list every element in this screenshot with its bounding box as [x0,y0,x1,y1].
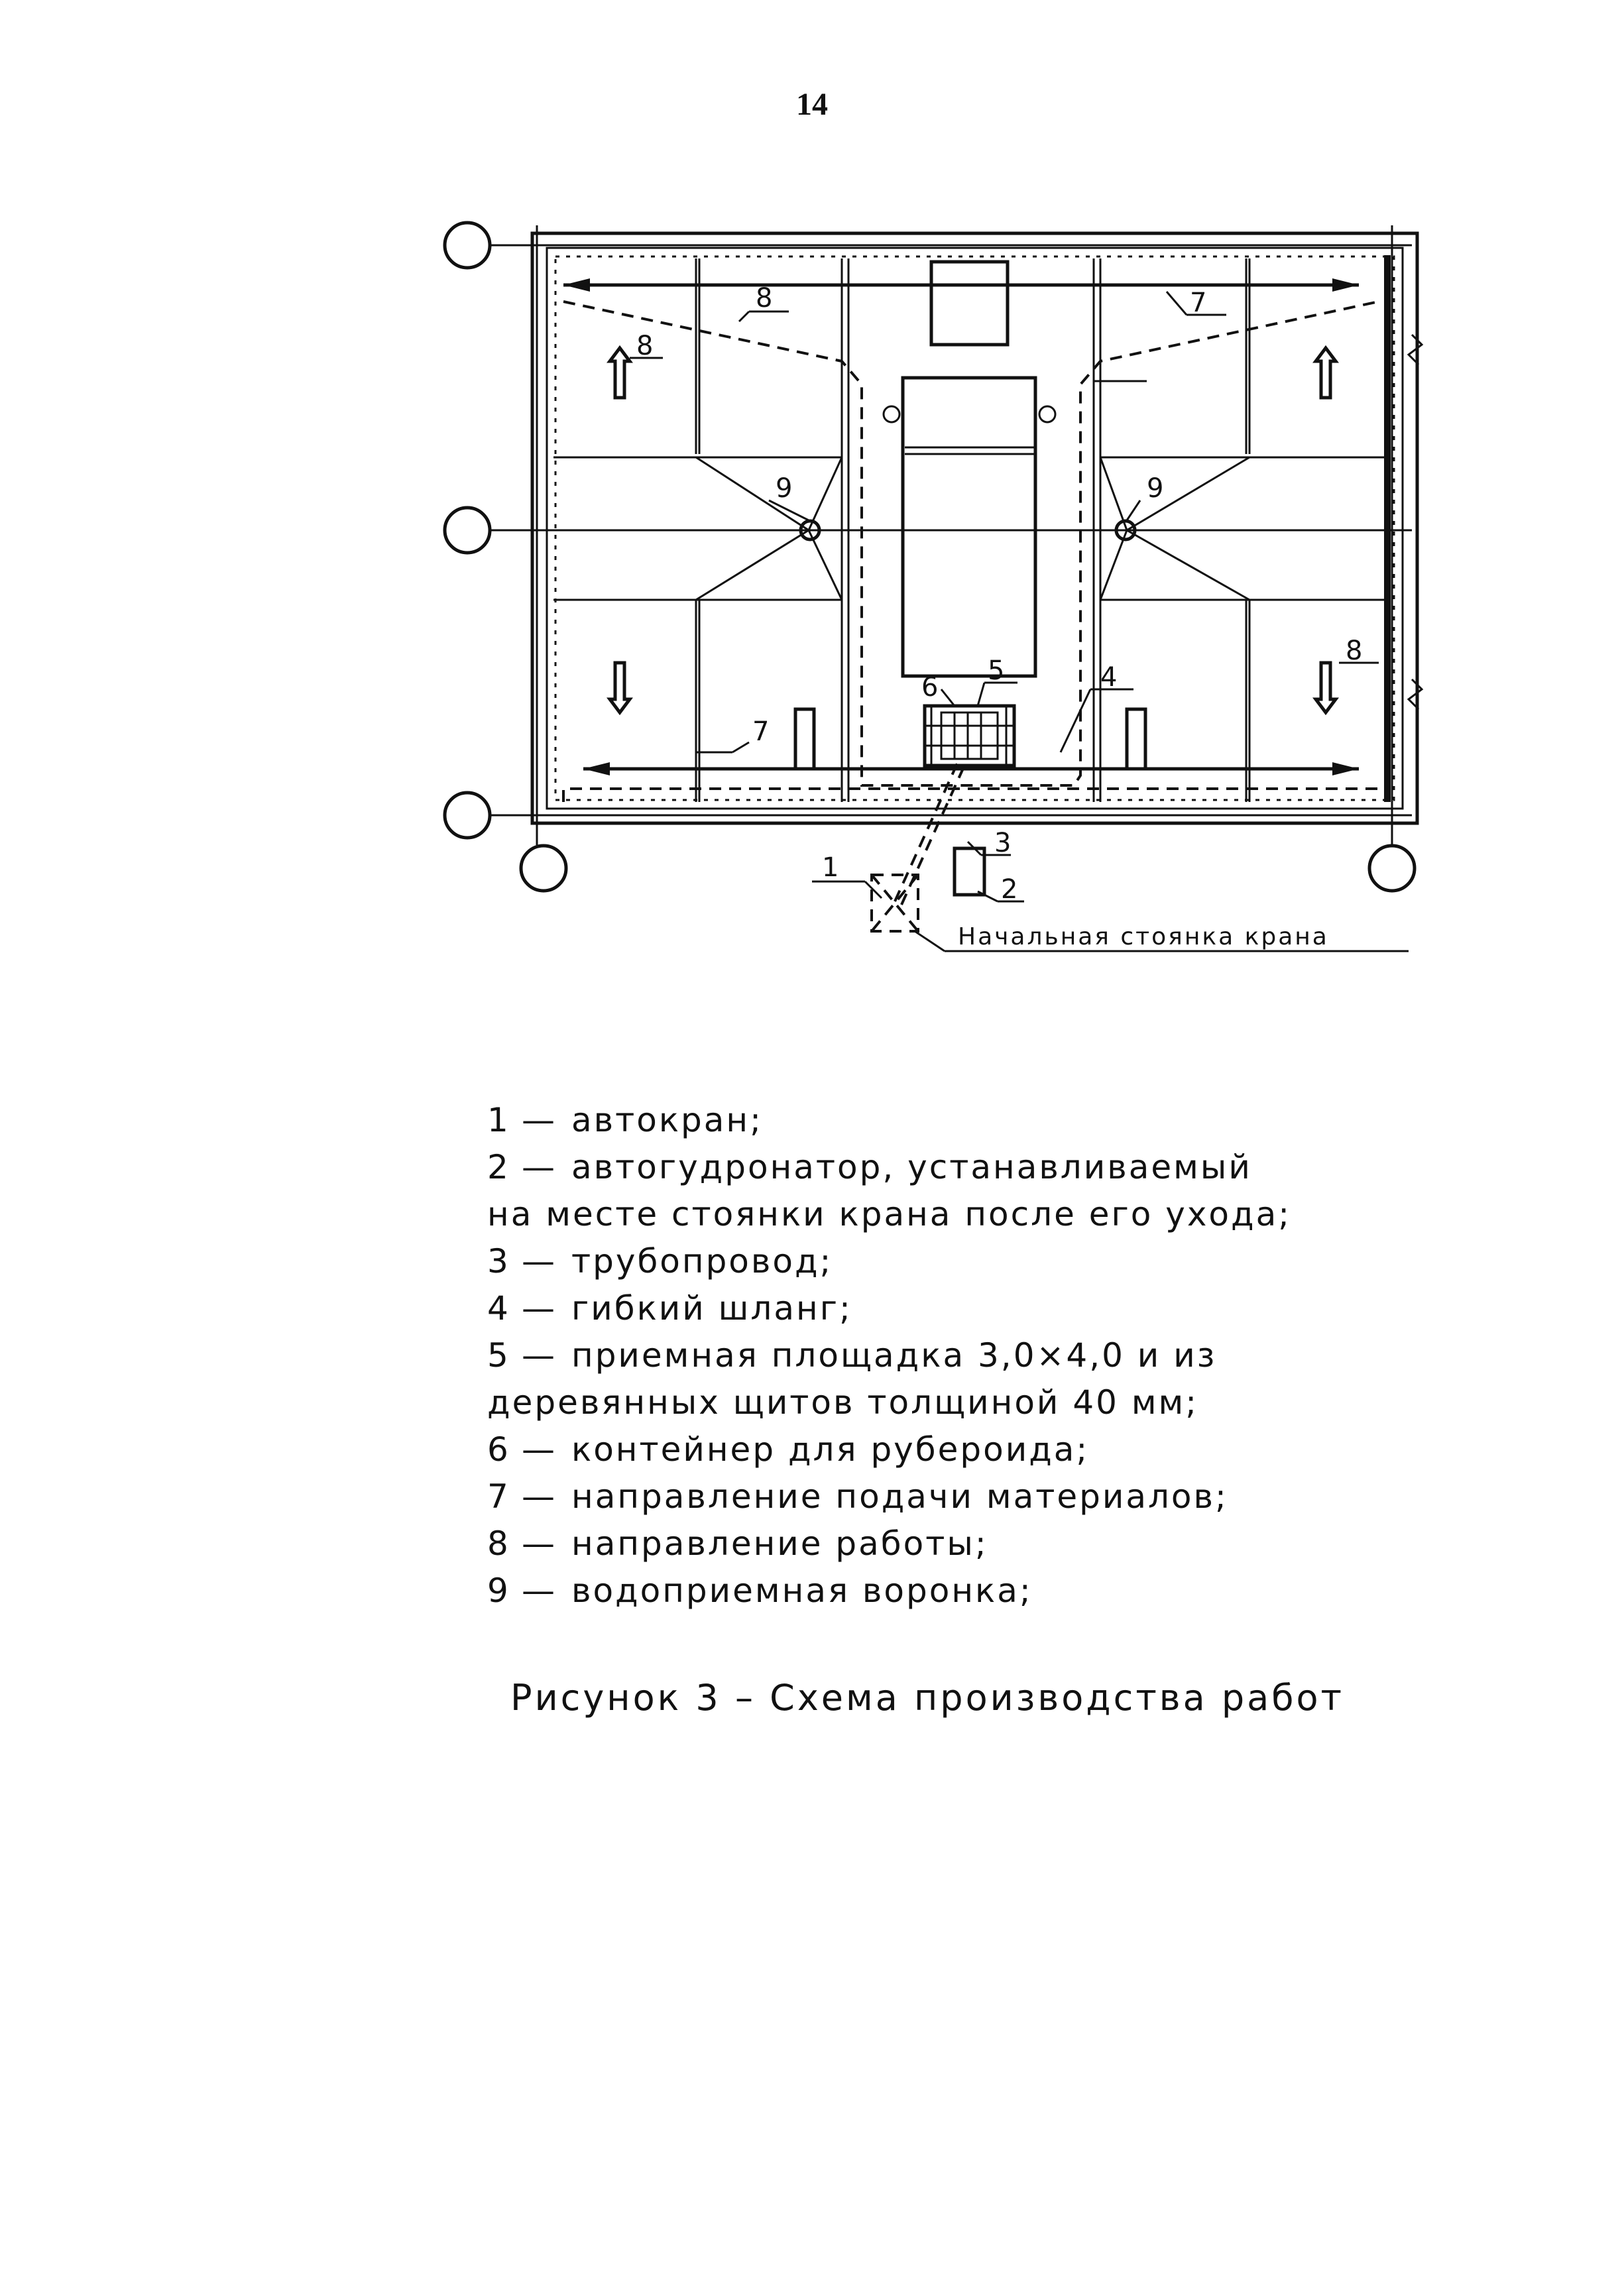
legend [487,1097,1548,1615]
legend-item [487,1097,1548,1144]
callout-4: 4 [1100,662,1118,693]
callout-9-right: 9 [1147,473,1164,504]
roof-work-plan [0,0,1624,994]
callout-8-top: 8 [756,283,773,313]
legend-text: приемная площадка 3,0×4,0 и из [571,1336,1217,1375]
legend-item [487,1567,1548,1615]
legend-text-continued: на месте стоянки крана после его ухода; [487,1195,1292,1233]
callout-8-right: 8 [1346,636,1363,666]
legend-number: 1 [487,1101,510,1139]
legend-item [487,1520,1548,1567]
callout-2: 2 [1001,874,1018,905]
legend-item [487,1426,1548,1473]
callout-6: 6 [921,672,939,703]
legend-dash: — [522,1571,557,1610]
legend-text: автокран; [571,1101,763,1139]
legend-item [487,1285,1548,1332]
legend-text: направление работы; [571,1524,988,1563]
legend-number: 5 [487,1336,510,1375]
legend-text: водоприемная воронка; [571,1571,1033,1610]
legend-dash: — [522,1242,557,1281]
callout-7-bottom: 7 [752,716,770,747]
leader-lines [630,292,1409,951]
legend-number: 9 [487,1571,510,1610]
legend-dash: — [522,1289,557,1328]
legend-number: 3 [487,1242,510,1281]
legend-text: автогудронатор, устанавливаемый [571,1148,1252,1186]
legend-item [487,1238,1548,1285]
legend-text-continued: деревянных щитов толщиной 40 мм; [487,1383,1199,1422]
callout-3: 3 [994,828,1012,858]
crane-position-label: Начальная стоянка крана [958,923,1329,950]
callout-8-left: 8 [636,331,654,361]
legend-text: контейнер для рубероида; [571,1430,1090,1469]
legend-number: 4 [487,1289,510,1328]
callout-5: 5 [988,655,1005,686]
legend-dash: — [522,1430,557,1469]
legend-dash: — [522,1336,557,1375]
legend-text: гибкий шланг; [571,1289,852,1328]
callout-7-top: 7 [1190,288,1207,318]
legend-text: трубопровод; [571,1242,833,1281]
legend-number: 6 [487,1430,510,1469]
legend-text: направление подачи материалов; [571,1477,1228,1516]
legend-dash: — [522,1148,557,1186]
legend-number: 8 [487,1524,510,1563]
legend-item [487,1144,1548,1238]
callout-1: 1 [822,852,839,883]
legend-number: 7 [487,1477,510,1516]
material-direction-arrows [563,278,1359,775]
receiving-platform [925,706,1014,766]
figure-caption: Рисунок 3 – Схема производства работ [510,1677,1345,1719]
legend-dash: — [522,1477,557,1516]
legend-number: 2 [487,1148,510,1186]
legend-item [487,1473,1548,1520]
legend-dash: — [522,1524,557,1563]
callout-9-left: 9 [776,473,793,504]
page-number: 14 [796,87,828,122]
legend-item [487,1332,1548,1426]
legend-dash: — [522,1101,557,1139]
